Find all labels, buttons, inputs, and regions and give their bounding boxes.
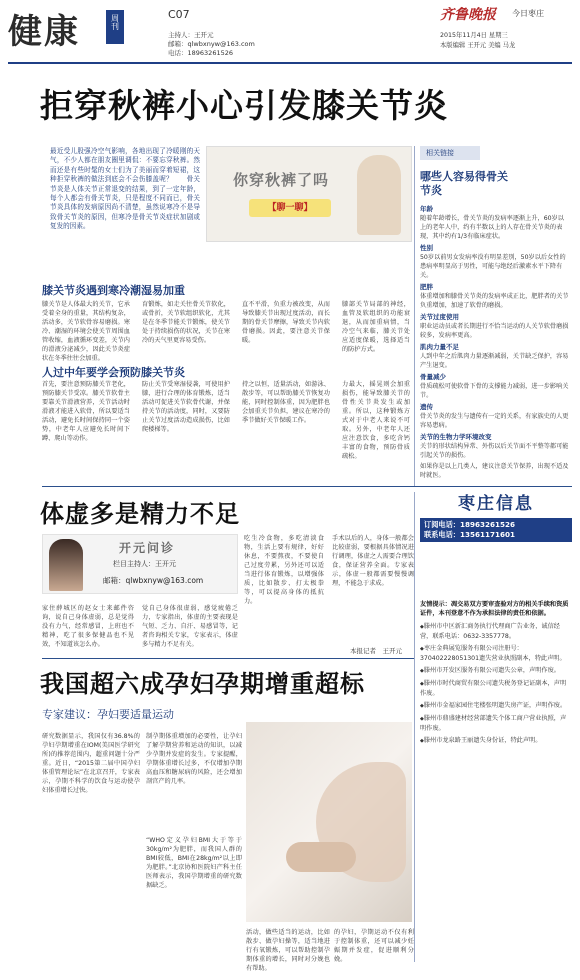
date-line: 2015年11月4日 星期三 — [440, 32, 508, 39]
sidebar-footer: 如果你是以上几类人，建议注意关节保养，出现不适及时就医。 — [420, 463, 569, 479]
ad-phone1: 订阅电话：18963261526 — [424, 520, 515, 529]
sub1-col1: 膝关节是人体最大的关节，它承受着全身的重量，其结构复杂，活动多，关节软骨容易磨损。寒冷、潮湿的环境会使关节周围血管收缩，血液循环变差，关节内的滑液分泌减少，因此关节炎症状在冬季往往会加重。 — [42, 301, 130, 362]
weekly-badge — [106, 10, 124, 44]
ad-bullet-icon: ◆ — [420, 716, 424, 722]
sidebar-item-head: 关节的生物力学环境改变 — [420, 433, 492, 441]
ad-bullet-icon: ◆ — [420, 738, 424, 744]
ad-item-text: 滕州市龙泉路王丽遗失身份证，特此声明。 — [423, 737, 542, 744]
sidebar-item-text: 50岁以前男女发病率没有明显差别，50岁以后女性的患病率明显高于男性，可能与绝经后激素水平下降有关。 — [420, 254, 566, 279]
article3-col2: 制孕期体重增加的必要性，让孕妇了解孕期营养和运动的知识，以减少孕期并发症的发生。专家提醒，孕期体重增长过多，不仅增加孕期高血压和糖尿病的风险，还会增加剖宫产的几率。 — [146, 733, 242, 785]
host-line: 主持人：王开元 — [168, 31, 214, 39]
sidebar-tag-label: 相关链接 — [426, 149, 454, 157]
article2-col2: 觉自己身体很虚弱，感觉疲倦乏力，专家指出，体虚的主要表现是气短、乏力、自汗、易感冒等，记者咨询相关专家，专家表示，体虚多与精力不足有关。 — [142, 605, 238, 648]
pregnancy-photo — [246, 722, 412, 922]
article3-col4: 活动，做些适当的运动，比如散步、做孕妇操等，适当地进行有氧锻炼，可以帮助控制孕期体重的增长，同时对分娩也有帮助。 — [246, 929, 330, 972]
ad-block — [420, 492, 572, 962]
article2-col4: 手术以后的人，身体一般都会比较虚弱，要根据具体情况进行调理，体虚之人需要合理饮食，保证营养全面。专家表示，体虚一般都需要慢慢调理，不能急于求成。 — [332, 535, 414, 587]
sidebar-item-head: 骨量减少 — [420, 373, 446, 381]
column-name: 开元问诊 — [119, 541, 176, 555]
article1-subhead1: 膝关节炎遇到寒冷潮湿易加重 — [42, 284, 185, 297]
ad-item-text: 滕州市金福家园住宅楼张明遗失房产证，声明作废。 — [423, 702, 567, 709]
paper-logo: 齐鲁晚报 — [440, 7, 496, 23]
ad-item — [420, 736, 572, 746]
editors-line: 本版编辑 王开元 美编 马龙 — [440, 42, 516, 49]
article2-bottom-rule — [42, 658, 414, 659]
email-line: 邮箱：qlwbxnyw@163.com — [168, 40, 255, 48]
sidebar-item-text: 骨质疏松可使软骨下骨的支撑能力减弱，进一步影响关节。 — [420, 383, 569, 399]
masthead — [0, 0, 580, 64]
ad-item-text: 滕州市中区新汇商务执行代理商广告业务，诚信经营，联系电话：0632-3357778。 — [420, 623, 560, 640]
sub2-col2: 防止关节受寒湿侵袭，可使用护膝，进行合理的体育锻炼，适当活动可促进关节软骨代谢，并保持关节的活动度，同时，又要防止关节过度活动造成损伤，比如爬楼梯等。 — [142, 381, 230, 433]
ad-item — [420, 701, 572, 711]
ad-bullet-icon: ◆ — [420, 668, 424, 674]
ad-title: 枣庄信息 — [458, 494, 534, 514]
sidebar-item-head: 肌肉力量不足 — [420, 343, 459, 351]
ad-item — [420, 714, 572, 733]
article3-col1: 研究数据显示，我国仅有36.8%的孕妇孕期增重在IOM(美国医学研究所)的推荐范围内，超重问题十分严重。近日，“2015第二届中国孕妇体重管理论坛”在北京召开，专家表示，孕期不科学的饮食与运动使孕妇体重增长过快。 — [42, 733, 140, 794]
article3-col5: 的孕妇，孕期运动不仅有利于控制体重，还可以减少妊娠期并发症，促进顺利分娩。 — [334, 929, 414, 963]
article1-lead: 最近受儿股强冷空气影响，各地出现了冷暖刚的天气，不少人都在朋友圈里调侃：不要忘穿秋裤。然而还是有些时髦的女士们为了美丽而穿着短裙，这种拒穿秋裤的做法到底会不会伤膝盖呢？ 骨关节炎是人体关节正常退变的结果，到了一定年龄，每个人都会有骨关节炎，只是程度不同而已，骨关节炎具体的发病原因尚不清楚，虽然说寒冷不是导致骨关节炎的原因，但寒冷是骨关节炎症状加剧或复发的因素。 — [50, 147, 200, 231]
image-sub-label: 聊一聊 — [276, 203, 304, 213]
ad-item-text: 滕州市开发区服务有限公司遗失公章，声明作废。 — [423, 667, 560, 674]
sidebar-item-text: 人到中年之后肌肉力量逐渐减弱，关节缺乏保护，容易产生退变。 — [420, 353, 569, 369]
image-caption: 你穿秋裤了吗 — [233, 171, 330, 189]
phone-line: 电话：18963261526 — [168, 49, 233, 57]
article2-col1: 家住薛城区的赵女士来邮件咨询，说自己身体虚弱，总是觉得没有力气，经常感冒，上班也不精神，吃了很多保健品也不见效，不知道该怎么办。 — [42, 605, 134, 648]
sidebar-item-head: 年龄 — [420, 205, 433, 213]
article3-title: 我国超六成孕妇孕期增重超标 — [40, 670, 365, 698]
ad-bullet-icon: ◆ — [420, 703, 424, 709]
image-sub: 【聊一聊】 — [249, 199, 331, 217]
sidebar-item-text: 随着年龄增长，骨关节炎的发病率逐渐上升，60岁以上的老年人中，约有半数以上的人存在骨关节炎的表现，其中约有1/3有临床症状。 — [420, 215, 564, 240]
sub1-col4: 膝部关节局部的神经，血管及软组织的功能衰退，从而加重病情，当冷空气来临，膝关节处应适度保暖，选择适当的防护方式。 — [342, 301, 410, 353]
article3-col3: “WHO定义孕妇BMI大于等于30kg/m²为肥胖，而我国人群的BMI较低，BMI在28kg/m²以上即为肥胖。”北京协和医院妇产科主任医师表示，我国孕期增重的研究数据缺乏。 — [146, 837, 242, 889]
sidebar-item-head: 关节过度使用 — [420, 313, 459, 321]
sidebar-item-text: 关节的形状结构异常、外伤以后关节面不平整等都可能引起关节的损伤。 — [420, 443, 569, 459]
ad-item-text: 枣庄金典展览服务有限公司注册号：370402228051301遗失营业执照副本，特此声明。 — [420, 645, 566, 662]
sidebar-item-text: 体重增加和膝骨关节炎的发病率成正比，肥胖者的关节负重增加，加速了软骨的磨损。 — [420, 293, 569, 309]
sidebar — [420, 146, 570, 486]
masthead-rule — [8, 62, 572, 64]
sub1-col3: 直不平滑，负重力被改变，从而导致膝关节出现过度活动，而长期的骨关节摩擦，导致关节内软骨磨损。因此，要注意关节保暖。 — [242, 301, 330, 344]
article1-subhead2: 人过中年要学会预防膝关节炎 — [42, 366, 185, 379]
article2-col3: 吃生冷食物，多吃清淡食物，生活上要有规律，好好休息，不要熬夜，不要使自己过度劳累，另外还可以适当进行体育锻炼，以增强体质，比如散步、打太极拳等，可以提高身体的抵抗力。 — [244, 535, 324, 605]
ad-item — [420, 644, 572, 663]
ad-bullet-icon: ◆ — [420, 681, 424, 687]
sidebar-items — [420, 204, 570, 460]
sidebar-item-head: 性别 — [420, 244, 433, 252]
paper-sub: 今日枣庄 — [512, 9, 544, 18]
ad-bullet-icon: ◆ — [420, 624, 424, 630]
ad-items — [420, 622, 572, 746]
article3-subtitle: 专家建议：孕妇要适量运动 — [42, 708, 174, 721]
ad-item — [420, 679, 572, 698]
photo-hand — [286, 842, 356, 872]
sidebar-tag — [420, 146, 480, 160]
sub2-col4: 力最大，摇晃则会加重损伤，能导致膝关节的骨性关节炎发生或加重。所以，这种锻炼方式对于中老人来说不可取。另外，中老年人还应注意饮食，多吃含钙丰富的食物，预防骨质疏松。 — [342, 381, 410, 460]
column-host: 栏目主持人：王开元 — [113, 560, 176, 568]
article1-bottom-rule — [42, 486, 572, 487]
ad-phone2: 联系电话：13561171601 — [424, 530, 515, 539]
sub2-col3: 持之以恒，适量活动，如游泳、散步等，可以帮助膝关节恢复功能，同时控制体重，因为肥胖也会加重关节负担，建议在寒冷的季节做好关节保暖工作。 — [242, 381, 330, 424]
article1-image — [206, 146, 412, 242]
article2-byline: 本报记者 王开元 — [350, 647, 402, 655]
ad-bullet-icon: ◆ — [420, 646, 424, 652]
article2-title: 体虚多是精力不足 — [40, 500, 240, 528]
ad-notice: 友情提示：凋交易双方要审查验对方的相关手续和资质证件，本刊登意不作为承担法律的责任和依据。 — [420, 601, 569, 617]
ad-phone-box — [420, 518, 572, 542]
sidebar-item-text: 骨关节炎的发生与遗传有一定的关系，有家族史的人更容易患病。 — [420, 413, 569, 429]
page-number: C07 — [168, 8, 190, 21]
sub1-col2: 育锻炼，如走关往骨关节软化，或骨折，关节软组织软化，尤其是在冬季节能关节锻炼，使关节处于持续损伤的状况，关节在寒冷的天气里更容易受伤。 — [142, 301, 230, 344]
ad-item — [420, 622, 572, 641]
column-banner — [42, 534, 238, 594]
ad-item — [420, 666, 572, 676]
sidebar-item-text: 职业运动员或者长期进行不恰当运动的人关节软骨磨损较多，发病率更高。 — [420, 323, 569, 339]
article1-title: 拒穿秋裤小心引发膝关节炎 — [40, 86, 448, 125]
sidebar-item-head: 肥胖 — [420, 283, 433, 291]
column-email: 邮箱：qlwbxnyw@163.com — [103, 576, 204, 585]
image-figure — [357, 155, 401, 235]
sidebar-title: 哪些人容易得骨关节炎 — [420, 170, 508, 197]
ad-divider — [414, 492, 415, 962]
sidebar-divider — [414, 146, 415, 486]
columnist-photo — [49, 539, 83, 591]
section-title: 健康 — [8, 12, 80, 52]
ad-item-text: 滕州市时代商贸有限公司遗失税务登记证副本，声明作废。 — [420, 680, 567, 697]
ad-item-text: 滕州市鼎盛建材经营部遗失个体工商户营业执照，声明作废。 — [420, 715, 567, 732]
sidebar-item-head: 遗传 — [420, 403, 433, 411]
sub2-col1: 首先，要注意预防膝关节老化，预防膝关节受凉。膝关节软骨主要靠关节滑液营养，关节活动时滑液才能进入软骨，所以要适当活动，避免长时间保持同一个姿势，中老年人应避免长时间下蹲、爬山等动作。 — [42, 381, 130, 442]
weekly-badge-label: 周刊 — [110, 14, 120, 30]
